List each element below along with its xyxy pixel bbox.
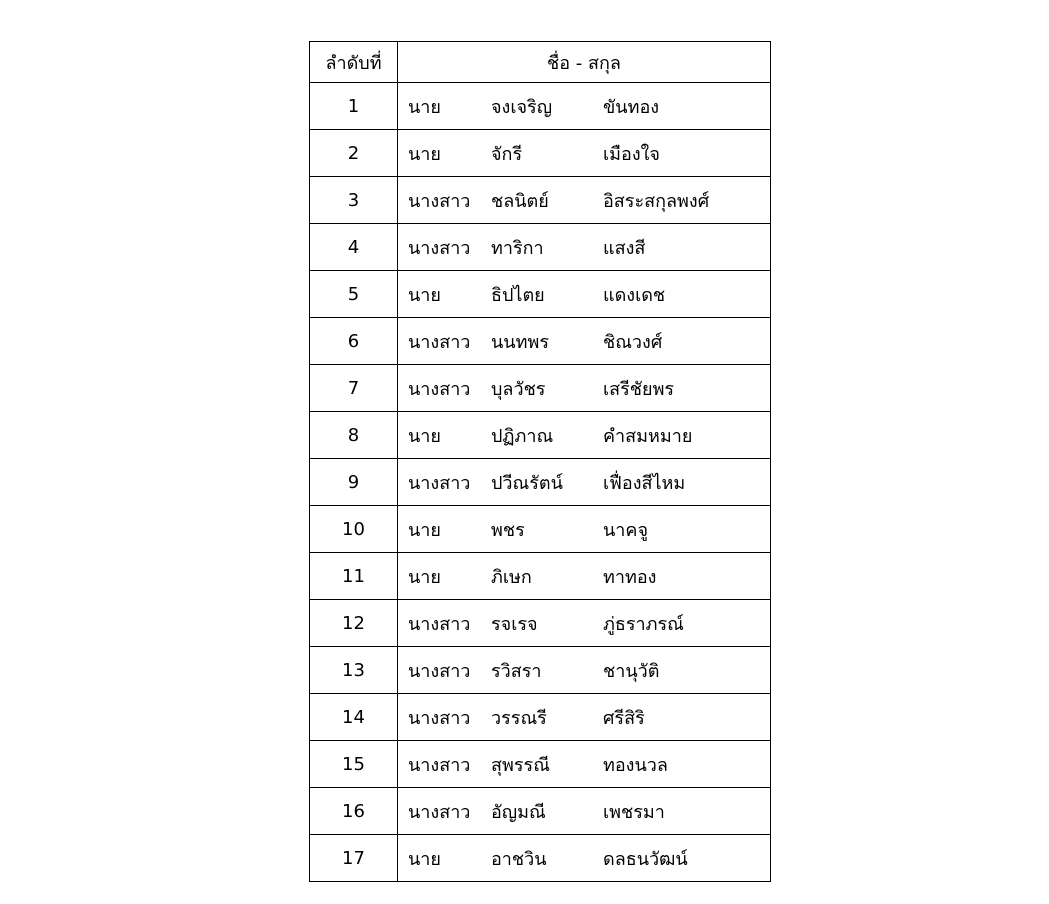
last-name: ดลธนวัฒน์ <box>603 848 688 870</box>
name-cell <box>398 506 771 553</box>
row-number: 10 <box>310 506 398 553</box>
row-number: 15 <box>310 741 398 788</box>
name-cell <box>398 271 771 318</box>
row-number: 11 <box>310 553 398 600</box>
table-row <box>310 271 771 318</box>
table-row <box>310 318 771 365</box>
table-row <box>310 365 771 412</box>
row-number: 9 <box>310 459 398 506</box>
name-title: นาย <box>408 143 441 165</box>
name-title: นาย <box>408 848 441 870</box>
row-number: 13 <box>310 647 398 694</box>
first-name: ทาริกา <box>491 237 544 259</box>
first-name: ชลนิตย์ <box>491 190 549 212</box>
first-name: รวิสรา <box>491 660 542 682</box>
name-cell <box>398 130 771 177</box>
last-name: ชิณวงศ์ <box>603 331 663 353</box>
name-title: นางสาว <box>408 331 471 353</box>
name-title: นางสาว <box>408 190 471 212</box>
row-number: 8 <box>310 412 398 459</box>
last-name: ภู่ธราภรณ์ <box>603 613 684 635</box>
row-number: 16 <box>310 788 398 835</box>
first-name: วรรณรี <box>491 707 547 729</box>
last-name: ทองนวล <box>603 754 668 776</box>
row-number: 1 <box>310 83 398 130</box>
row-number: 3 <box>310 177 398 224</box>
table-row <box>310 130 771 177</box>
last-name: ขันทอง <box>603 96 660 118</box>
name-cell <box>398 318 771 365</box>
first-name: บุลวัชร <box>491 378 546 400</box>
name-title: นางสาว <box>408 707 471 729</box>
name-title: นาย <box>408 519 441 541</box>
name-title: นางสาว <box>408 801 471 823</box>
last-name: เมืองใจ <box>603 143 660 165</box>
name-cell <box>398 459 771 506</box>
first-name: จักรี <box>491 143 523 165</box>
row-number: 5 <box>310 271 398 318</box>
name-cell <box>398 83 771 130</box>
name-cell <box>398 177 771 224</box>
row-number: 6 <box>310 318 398 365</box>
name-title: นางสาว <box>408 472 471 494</box>
table-row <box>310 506 771 553</box>
table-row <box>310 412 771 459</box>
name-title: นาย <box>408 96 441 118</box>
name-title: นาย <box>408 566 441 588</box>
table-row <box>310 83 771 130</box>
last-name: นาคจู <box>603 519 648 541</box>
name-title: นาย <box>408 284 441 306</box>
last-name: ชานุวัติ <box>603 660 660 682</box>
table-row <box>310 647 771 694</box>
name-cell <box>398 694 771 741</box>
header-no: ลำดับที่ <box>310 42 398 83</box>
table-row <box>310 224 771 271</box>
header-name: ชื่อ - สกุล <box>398 42 771 83</box>
row-number: 7 <box>310 365 398 412</box>
name-cell <box>398 741 771 788</box>
first-name: ธิปไตย <box>491 284 545 306</box>
table-row <box>310 459 771 506</box>
name-title: นางสาว <box>408 660 471 682</box>
row-number: 14 <box>310 694 398 741</box>
row-number: 17 <box>310 835 398 882</box>
table-row <box>310 177 771 224</box>
last-name: แดงเดช <box>603 284 666 306</box>
first-name: สุพรรณี <box>491 754 550 776</box>
last-name: ศรีสิริ <box>603 707 645 729</box>
name-title: นางสาว <box>408 237 471 259</box>
name-roster-table <box>309 41 771 882</box>
first-name: อัญมณี <box>491 801 546 823</box>
header-row <box>310 42 771 83</box>
name-cell <box>398 788 771 835</box>
table-row <box>310 600 771 647</box>
name-cell <box>398 600 771 647</box>
first-name: ปฏิภาณ <box>491 425 554 447</box>
table-row <box>310 741 771 788</box>
row-number: 12 <box>310 600 398 647</box>
name-cell <box>398 224 771 271</box>
name-title: นาย <box>408 425 441 447</box>
table-row <box>310 694 771 741</box>
row-number: 4 <box>310 224 398 271</box>
last-name: ทาทอง <box>603 566 657 588</box>
name-cell <box>398 412 771 459</box>
row-number: 2 <box>310 130 398 177</box>
last-name: อิสระสกุลพงศ์ <box>603 190 710 212</box>
last-name: เพชรมา <box>603 801 665 823</box>
name-title: นางสาว <box>408 754 471 776</box>
table-row <box>310 835 771 882</box>
first-name: ปวีณรัตน์ <box>491 472 563 494</box>
roster-body <box>310 83 771 882</box>
first-name: จงเจริญ <box>491 96 553 118</box>
first-name: พชร <box>491 519 525 541</box>
name-cell <box>398 835 771 882</box>
name-cell <box>398 365 771 412</box>
first-name: รจเรจ <box>491 613 538 635</box>
last-name: เสรีชัยพร <box>603 378 675 400</box>
table-row <box>310 553 771 600</box>
first-name: นนทพร <box>491 331 550 353</box>
name-title: นางสาว <box>408 378 471 400</box>
last-name: แสงสี <box>603 237 646 259</box>
name-cell <box>398 647 771 694</box>
first-name: อาชวิน <box>491 848 547 870</box>
first-name: ภิเษก <box>491 566 532 588</box>
table-row <box>310 788 771 835</box>
name-cell <box>398 553 771 600</box>
last-name: เฟื่องสีไหม <box>603 472 686 494</box>
name-title: นางสาว <box>408 613 471 635</box>
last-name: คำสมหมาย <box>603 425 693 447</box>
